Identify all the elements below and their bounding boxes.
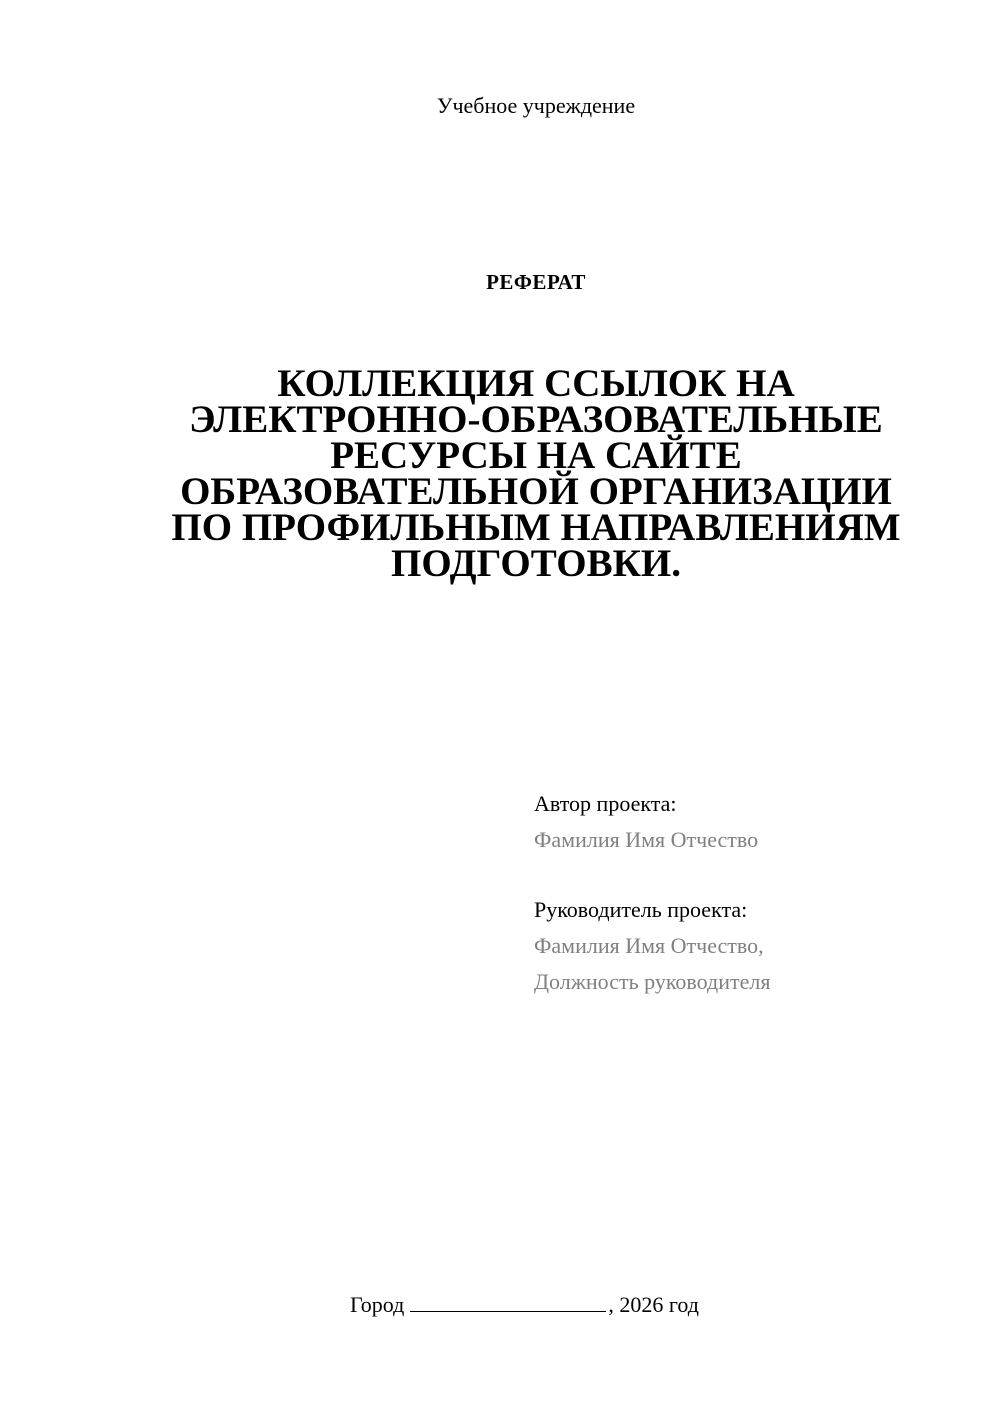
author-name-placeholder: Фамилия Имя Отчество	[534, 827, 759, 852]
city-year-line	[350, 1290, 699, 1320]
supervisor-label: Руководитель проекта:	[534, 897, 748, 922]
title-line: ПО ПРОФИЛЬНЫМ НАПРАВЛЕНИЯМ	[171, 506, 901, 549]
institution-name: Учебное учреждение	[436, 93, 636, 118]
supervisor-name-placeholder: Фамилия Имя Отчество,	[534, 933, 764, 958]
supervisor-block	[534, 892, 954, 1000]
title-line: ОБРАЗОВАТЕЛЬНОЙ ОРГАНИЗАЦИИ	[180, 470, 892, 513]
document-type: РЕФЕРАТ	[486, 270, 586, 294]
supervisor-position-placeholder: Должность руководителя	[534, 969, 771, 994]
author-label: Автор проекта:	[534, 791, 677, 816]
title-line: ПОДГОТОВКИ.	[391, 542, 681, 585]
city-blank-underline	[410, 1291, 606, 1312]
author-block	[534, 786, 954, 858]
year-label: , 2026 год	[608, 1292, 699, 1317]
title-line: РЕСУРСЫ НА САЙТЕ	[330, 434, 742, 477]
city-label: Город	[350, 1292, 405, 1317]
title-line: КОЛЛЕКЦИЯ ССЫЛОК НА	[277, 362, 795, 405]
title-line: ЭЛЕКТРОННО-ОБРАЗОВАТЕЛЬНЫЕ	[189, 398, 883, 441]
document-title	[110, 362, 962, 585]
